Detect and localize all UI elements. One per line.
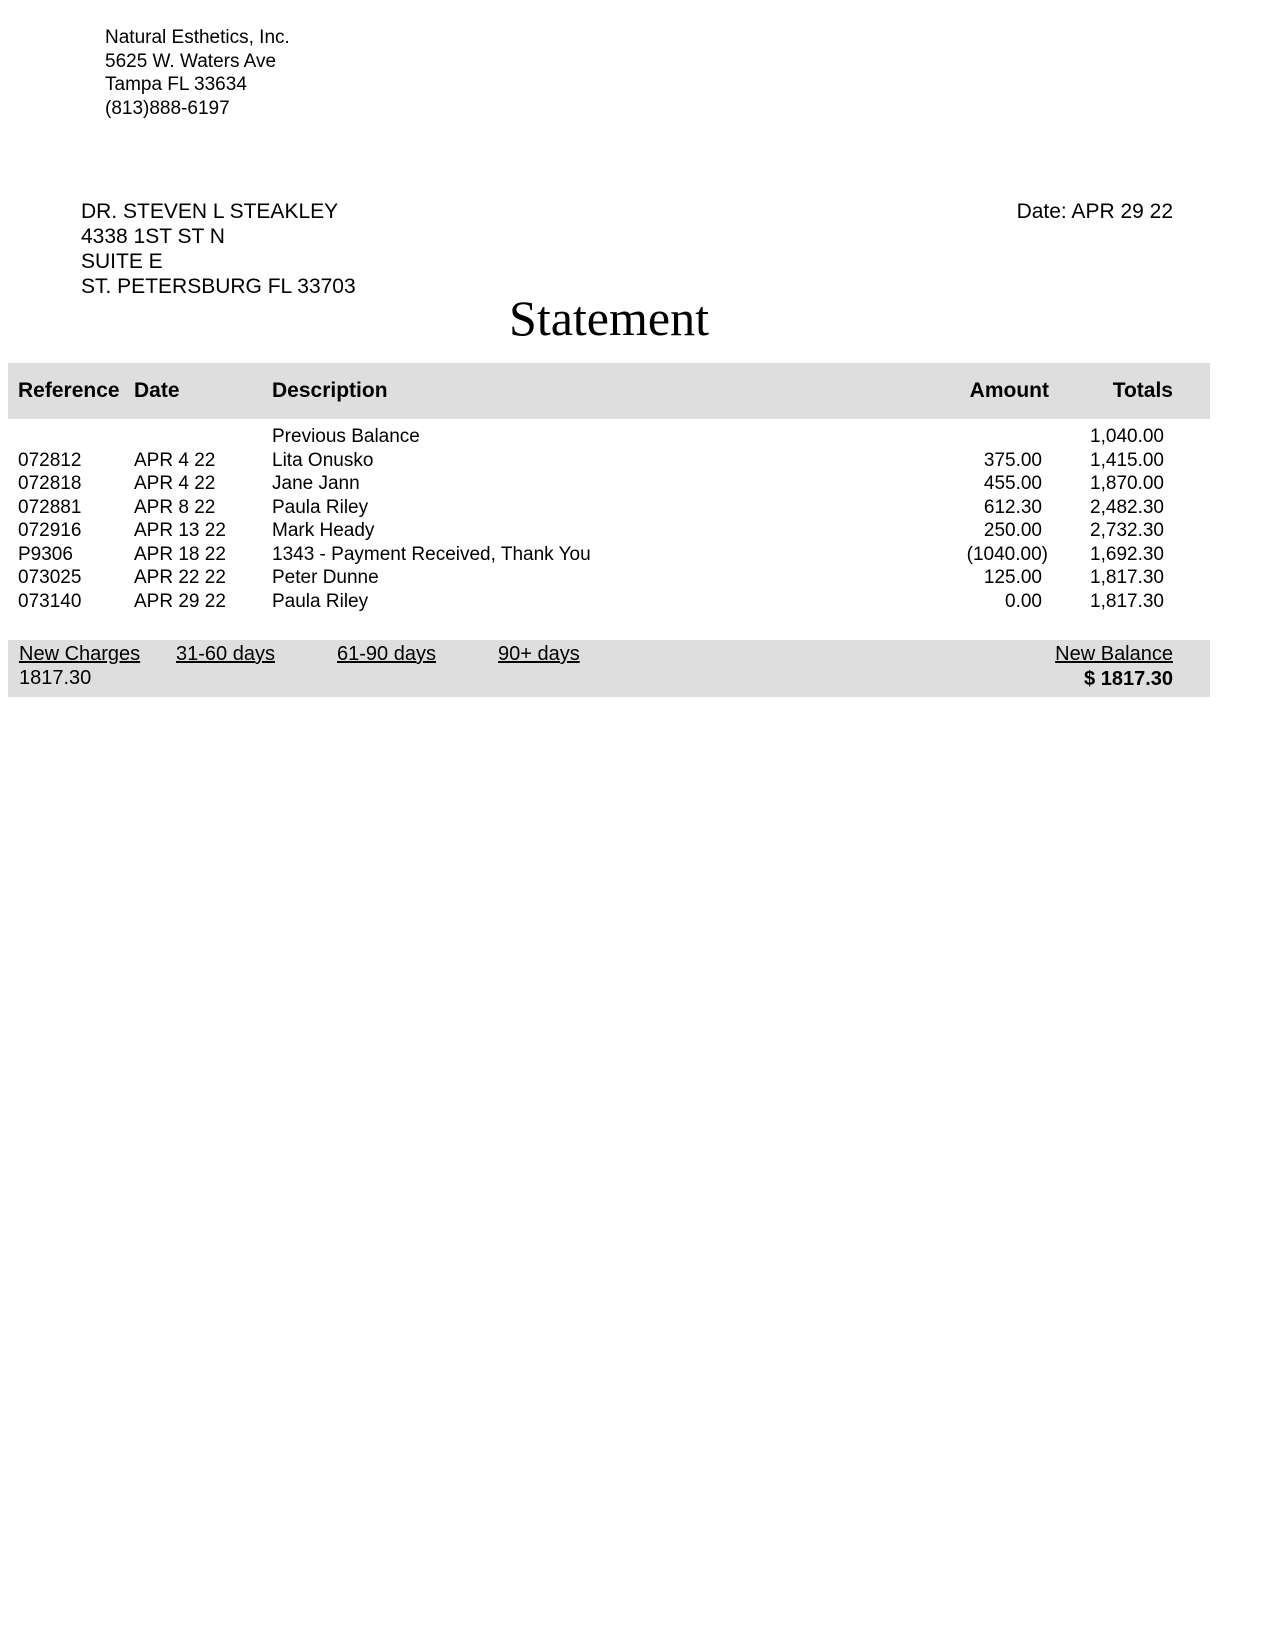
row-description: Lita Onusko (272, 449, 374, 471)
header-date: Date (134, 379, 180, 402)
row-total: 1,870.00 (1090, 473, 1164, 494)
row-amount: 375.00 (983, 449, 1042, 471)
recipient-name: DR. STEVEN L STEAKLEY (81, 200, 339, 223)
table-header (8, 363, 1210, 419)
recipient-street: 4338 1ST ST N (81, 225, 225, 248)
row-date: APR 4 22 (134, 473, 216, 494)
row-date: APR 4 22 (134, 449, 216, 471)
row-date: APR 18 22 (134, 543, 226, 565)
summary-footer (8, 640, 1210, 697)
row-reference: P9306 (18, 543, 73, 565)
row-description: Paula Riley (272, 590, 369, 612)
row-description: Jane Jann (272, 473, 360, 494)
row-date: APR 13 22 (134, 520, 226, 541)
row-reference: 072812 (18, 449, 82, 471)
row-amount: 612.30 (983, 496, 1042, 518)
row-description: Previous Balance (272, 426, 420, 447)
header-totals: Totals (1112, 379, 1173, 402)
sender-name: Natural Esthetics, Inc. (105, 27, 290, 48)
row-total: 1,817.30 (1090, 590, 1164, 612)
sender-address-block (105, 26, 290, 120)
table-row (8, 472, 1210, 496)
table-row (8, 566, 1210, 590)
row-reference: 073140 (18, 590, 82, 612)
row-total: 2,482.30 (1090, 496, 1164, 518)
row-total: 1,692.30 (1090, 543, 1164, 565)
row-reference: 073025 (18, 567, 82, 588)
statement-date: Date: APR 29 22 (1016, 200, 1173, 223)
row-total: 1,415.00 (1090, 449, 1164, 471)
row-total: 1,040.00 (1090, 426, 1164, 447)
row-date: APR 29 22 (134, 590, 226, 612)
table-row (8, 543, 1210, 567)
row-amount: 455.00 (983, 473, 1042, 494)
new-balance-label: New Balance (1055, 643, 1173, 665)
table-row (8, 449, 1210, 473)
row-reference: 072916 (18, 520, 82, 541)
row-total: 1,817.30 (1090, 567, 1164, 588)
row-amount: (1040.00) (966, 543, 1048, 565)
aging-61-90-label: 61-90 days (337, 643, 436, 665)
new-charges-value: 1817.30 (19, 667, 92, 689)
row-description: Paula Riley (272, 496, 369, 518)
row-description: Mark Heady (272, 520, 375, 541)
sender-phone: (813)888-6197 (105, 97, 230, 119)
aging-31-60-label: 31-60 days (176, 643, 275, 665)
row-amount: 125.00 (983, 567, 1042, 588)
row-reference: 072818 (18, 473, 82, 494)
row-amount: 250.00 (983, 520, 1042, 541)
row-reference: 072881 (18, 496, 82, 518)
row-date: APR 8 22 (134, 496, 216, 518)
recipient-suite: SUITE E (81, 250, 163, 273)
row-description: 1343 - Payment Received, Thank You (272, 543, 591, 565)
table-row (8, 496, 1210, 520)
new-charges-label: New Charges (19, 643, 141, 665)
header-amount: Amount (969, 379, 1049, 402)
row-date: APR 22 22 (134, 567, 226, 588)
statement-title: Statement (509, 290, 709, 346)
sender-street: 5625 W. Waters Ave (105, 50, 277, 72)
row-total: 2,732.30 (1090, 520, 1164, 541)
row-description: Peter Dunne (272, 567, 379, 588)
table-row (8, 590, 1210, 614)
table-row (8, 519, 1210, 543)
sender-city-state-zip: Tampa FL 33634 (105, 74, 247, 95)
header-reference: Reference (18, 379, 120, 402)
table-row (8, 425, 1210, 449)
transaction-list (8, 425, 1210, 613)
recipient-address-block (81, 199, 356, 299)
aging-90-plus-label: 90+ days (498, 643, 580, 665)
header-description: Description (272, 379, 388, 402)
new-balance-value: $ 1817.30 (1084, 668, 1173, 690)
row-amount: 0.00 (1005, 590, 1042, 612)
recipient-city-state-zip: ST. PETERSBURG FL 33703 (81, 275, 356, 298)
